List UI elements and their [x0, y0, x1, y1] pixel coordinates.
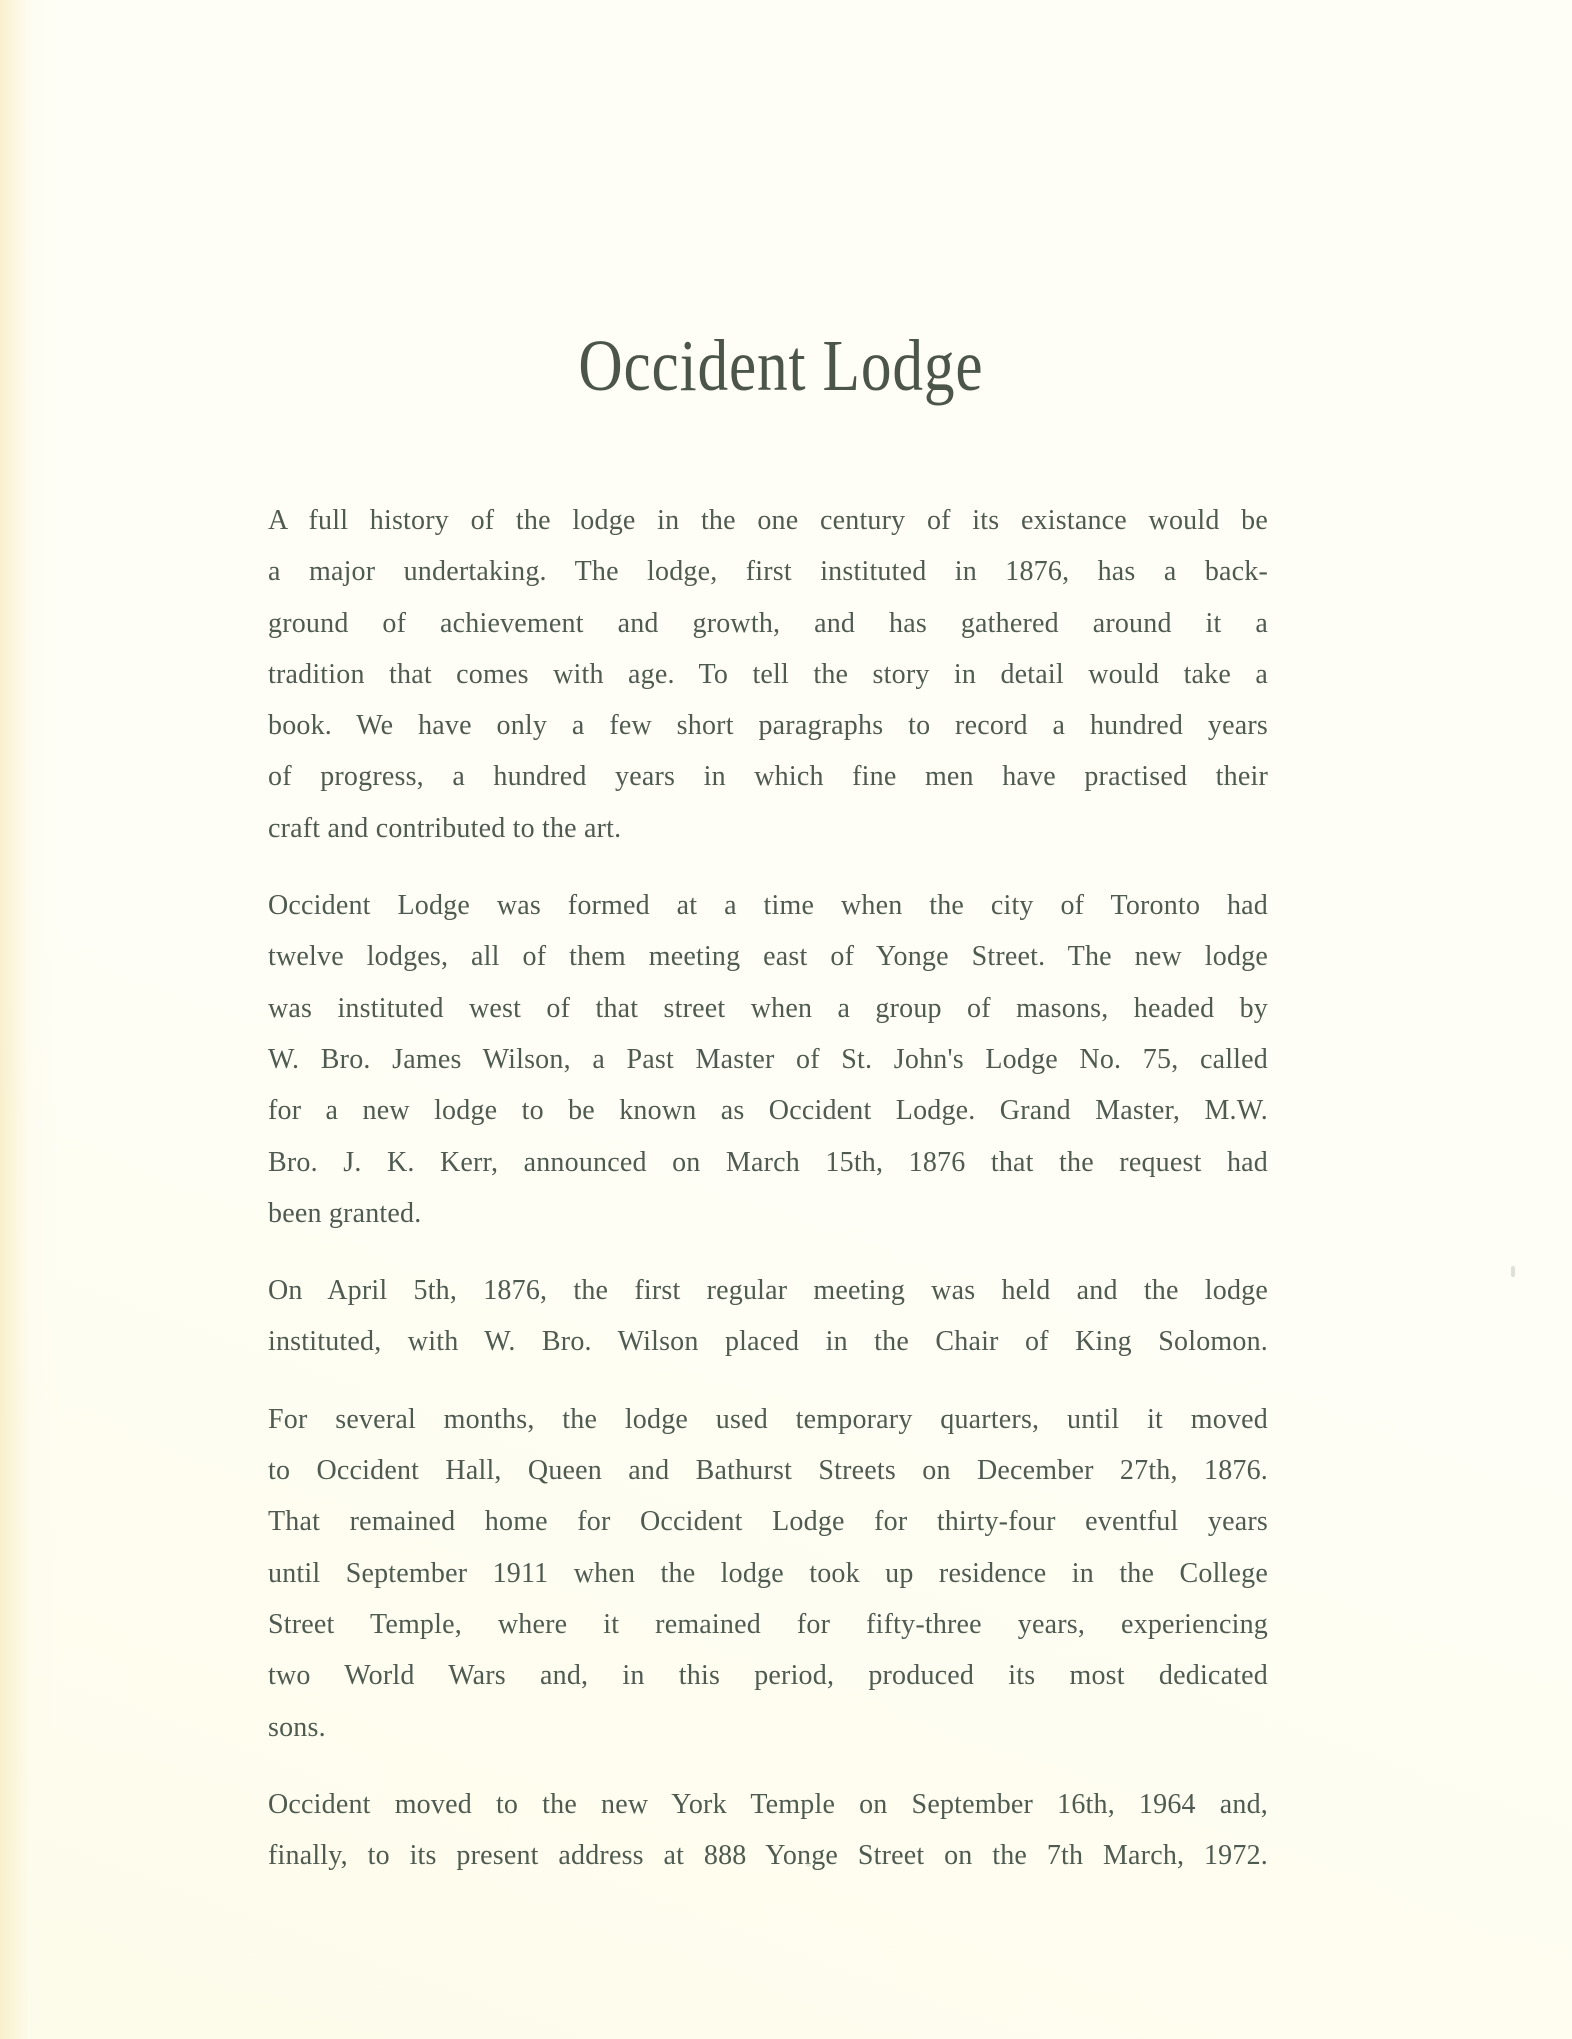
text-line: Street Temple, where it remained for fifty-three years, experiencing: [268, 1608, 1268, 1640]
text-line: finally, to its present address at 888 Yonge Street on the 7th March, 1972.: [268, 1840, 1268, 1872]
text-line: craft and contributed to the art.: [268, 812, 622, 844]
paragraph-3: [268, 1265, 1268, 1368]
text-line: Occident Lodge was formed at a time when the city of Toronto had: [268, 890, 1268, 922]
text-line: been granted.: [268, 1197, 422, 1229]
paragraph-4: [268, 1394, 1268, 1753]
text-line: until September 1911 when the lodge took up residence in the College: [268, 1557, 1268, 1589]
text-line: sons.: [268, 1711, 326, 1743]
paragraph-5: [268, 1779, 1268, 1882]
text-line: For several months, the lodge used temporary quarters, until it moved: [268, 1403, 1268, 1435]
text-line: two World Wars and, in this period, produced its most dedicated: [268, 1660, 1268, 1692]
page-title: Occident Lodge: [578, 325, 984, 406]
text-line: Bro. J. K. Kerr, announced on March 15th, 1876 that the request had: [268, 1146, 1268, 1178]
text-line: tradition that comes with age. To tell the story in detail would take a: [268, 658, 1268, 690]
text-line: to Occident Hall, Queen and Bathurst Streets on December 27th, 1876.: [268, 1455, 1268, 1487]
text-line: for a new lodge to be known as Occident Lodge. Grand Master, M.W.: [268, 1095, 1268, 1127]
scan-speck: [1511, 1266, 1515, 1277]
text-line: That remained home for Occident Lodge for thirty-four eventful years: [268, 1506, 1268, 1538]
text-line: A full history of the lodge in the one century of its existance would be: [268, 505, 1268, 536]
text-line: twelve lodges, all of them meeting east of Yonge Street. The new lodge: [268, 941, 1268, 973]
text-line: instituted, with W. Bro. Wilson placed in the Chair of King Solomon.: [268, 1326, 1268, 1358]
body-text: [268, 495, 1268, 1907]
text-line: W. Bro. James Wilson, a Past Master of St. John's Lodge No. 75, called: [268, 1043, 1268, 1075]
text-line: a major undertaking. The lodge, first instituted in 1876, has a back-: [268, 556, 1268, 588]
text-line: book. We have only a few short paragraphs to record a hundred years: [268, 710, 1268, 742]
text-line: On April 5th, 1876, the first regular meeting was held and the lodge: [268, 1275, 1268, 1307]
text-line: of progress, a hundred years in which fine men have practised their: [268, 761, 1268, 793]
paragraph-1: [268, 495, 1268, 854]
text-line: was instituted west of that street when a group of masons, headed by: [268, 992, 1268, 1024]
text-line: Occident moved to the new York Temple on September 16th, 1964 and,: [268, 1788, 1268, 1820]
text-line: ground of achievement and growth, and has gathered around it a: [268, 607, 1268, 639]
scan-speck: [806, 1862, 811, 1867]
paragraph-2: [268, 880, 1268, 1239]
